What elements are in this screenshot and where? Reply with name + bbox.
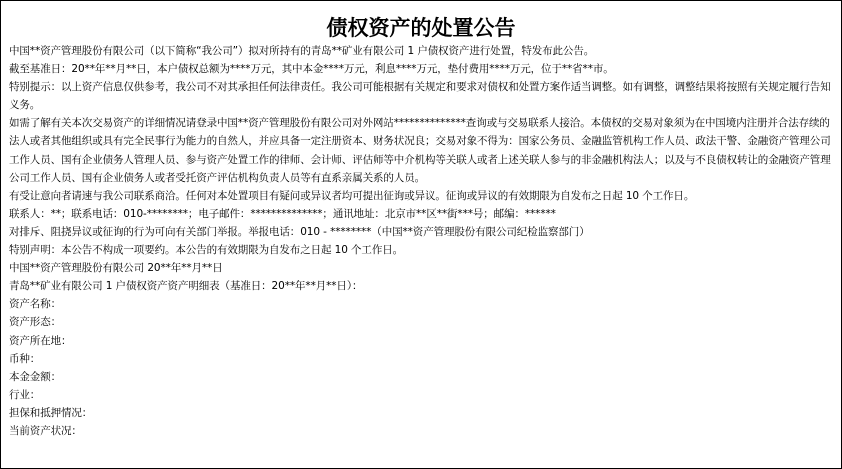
intro-paragraph: 中国**资产管理股份有限公司（以下简称“我公司”）拟对所持有的青岛**矿业有限公司 1 户债权资产进行处置，特发布此公告。 bbox=[9, 45, 595, 57]
special-statement-paragraph: 特别声明：本公告不构成一项要约。本公告的有效期限为自发布之日起 10 个工作日。 bbox=[9, 244, 404, 257]
field-asset-location: 资产所在地： bbox=[9, 334, 72, 347]
signature-line: 中国**资产管理股份有限公司 20**年**月**日 bbox=[9, 262, 223, 275]
report-hotline-paragraph: 对排斥、阻挠异议或征询的行为可向有关部门举报。举报电话：010 - ********（中国**资产管理股份有限公司纪检监察部门） bbox=[9, 225, 590, 238]
field-guarantee-mortgage: 担保和抵押情况： bbox=[9, 406, 93, 419]
inquiry-paragraph: 有受让意向者请速与我公司联系商洽。任何对本处置项目有疑问或异议者均可提出征询或异议。征询或异议的有效期限为自发布之日起 10 个工作日。 bbox=[9, 189, 695, 202]
announcement-body bbox=[9, 42, 835, 440]
field-asset-name: 资产名称： bbox=[9, 298, 61, 311]
field-current-status: 当前资产状况： bbox=[9, 424, 82, 437]
field-industry: 行业： bbox=[9, 388, 41, 401]
base-date-paragraph: 截至基准日：20**年**月**日，本户债权总额为****万元，其中本金****万元，利息****万元，垫付费用****万元，位于**省**市。 bbox=[9, 63, 614, 76]
special-notice-paragraph: 特别提示：以上资产信息仅供参考，我公司不对其承担任何法律责任。我公司可能根据有关规定和要求对债权和处置方案作适当调整。如有调整，调整结果将按照有关规定履行告知义务。 bbox=[9, 81, 831, 112]
asset-schedule-heading: 青岛**矿业有限公司 1 户债权资产资产明细表（基准日：20**年**月**日）： bbox=[9, 280, 363, 293]
page-title: 债权资产的处置公告 bbox=[326, 15, 516, 40]
field-asset-form: 资产形态： bbox=[9, 316, 61, 329]
contact-info-paragraph: 联系人：**；联系电话：010-********；电子邮件：**************；通讯地址：北京市**区**街***号；邮编：****** bbox=[9, 207, 556, 220]
transaction-details-paragraph: 如需了解有关本次交易资产的详细情况请登录中国**资产管理股份有限公司对外网站**************查询或与交易联系人接洽。本债权的交易对象须为在中国境内注册并合法存续的法人或者其他组织或具有完全民事行为能力的自然人，并应具备一定注册资本、财务状况良；交易对象不得为：国家公务员、金融监管机构工作人员、政法干警、金融资产管理公司工作人员、国有企业债务人管理人员、参与资产处置工作的律师、会计师、评估师等中介机构等关联人或者上述关联人参与的非金融机构法人；以及与不良债权转让的金融资产管理公司工作人员、国有企业债务人或者受托资产评估机构负责人员等有直系亲属关系的人员。 bbox=[9, 117, 831, 184]
field-principal-amount: 本金金额： bbox=[9, 370, 61, 383]
field-currency: 币种： bbox=[9, 352, 41, 365]
